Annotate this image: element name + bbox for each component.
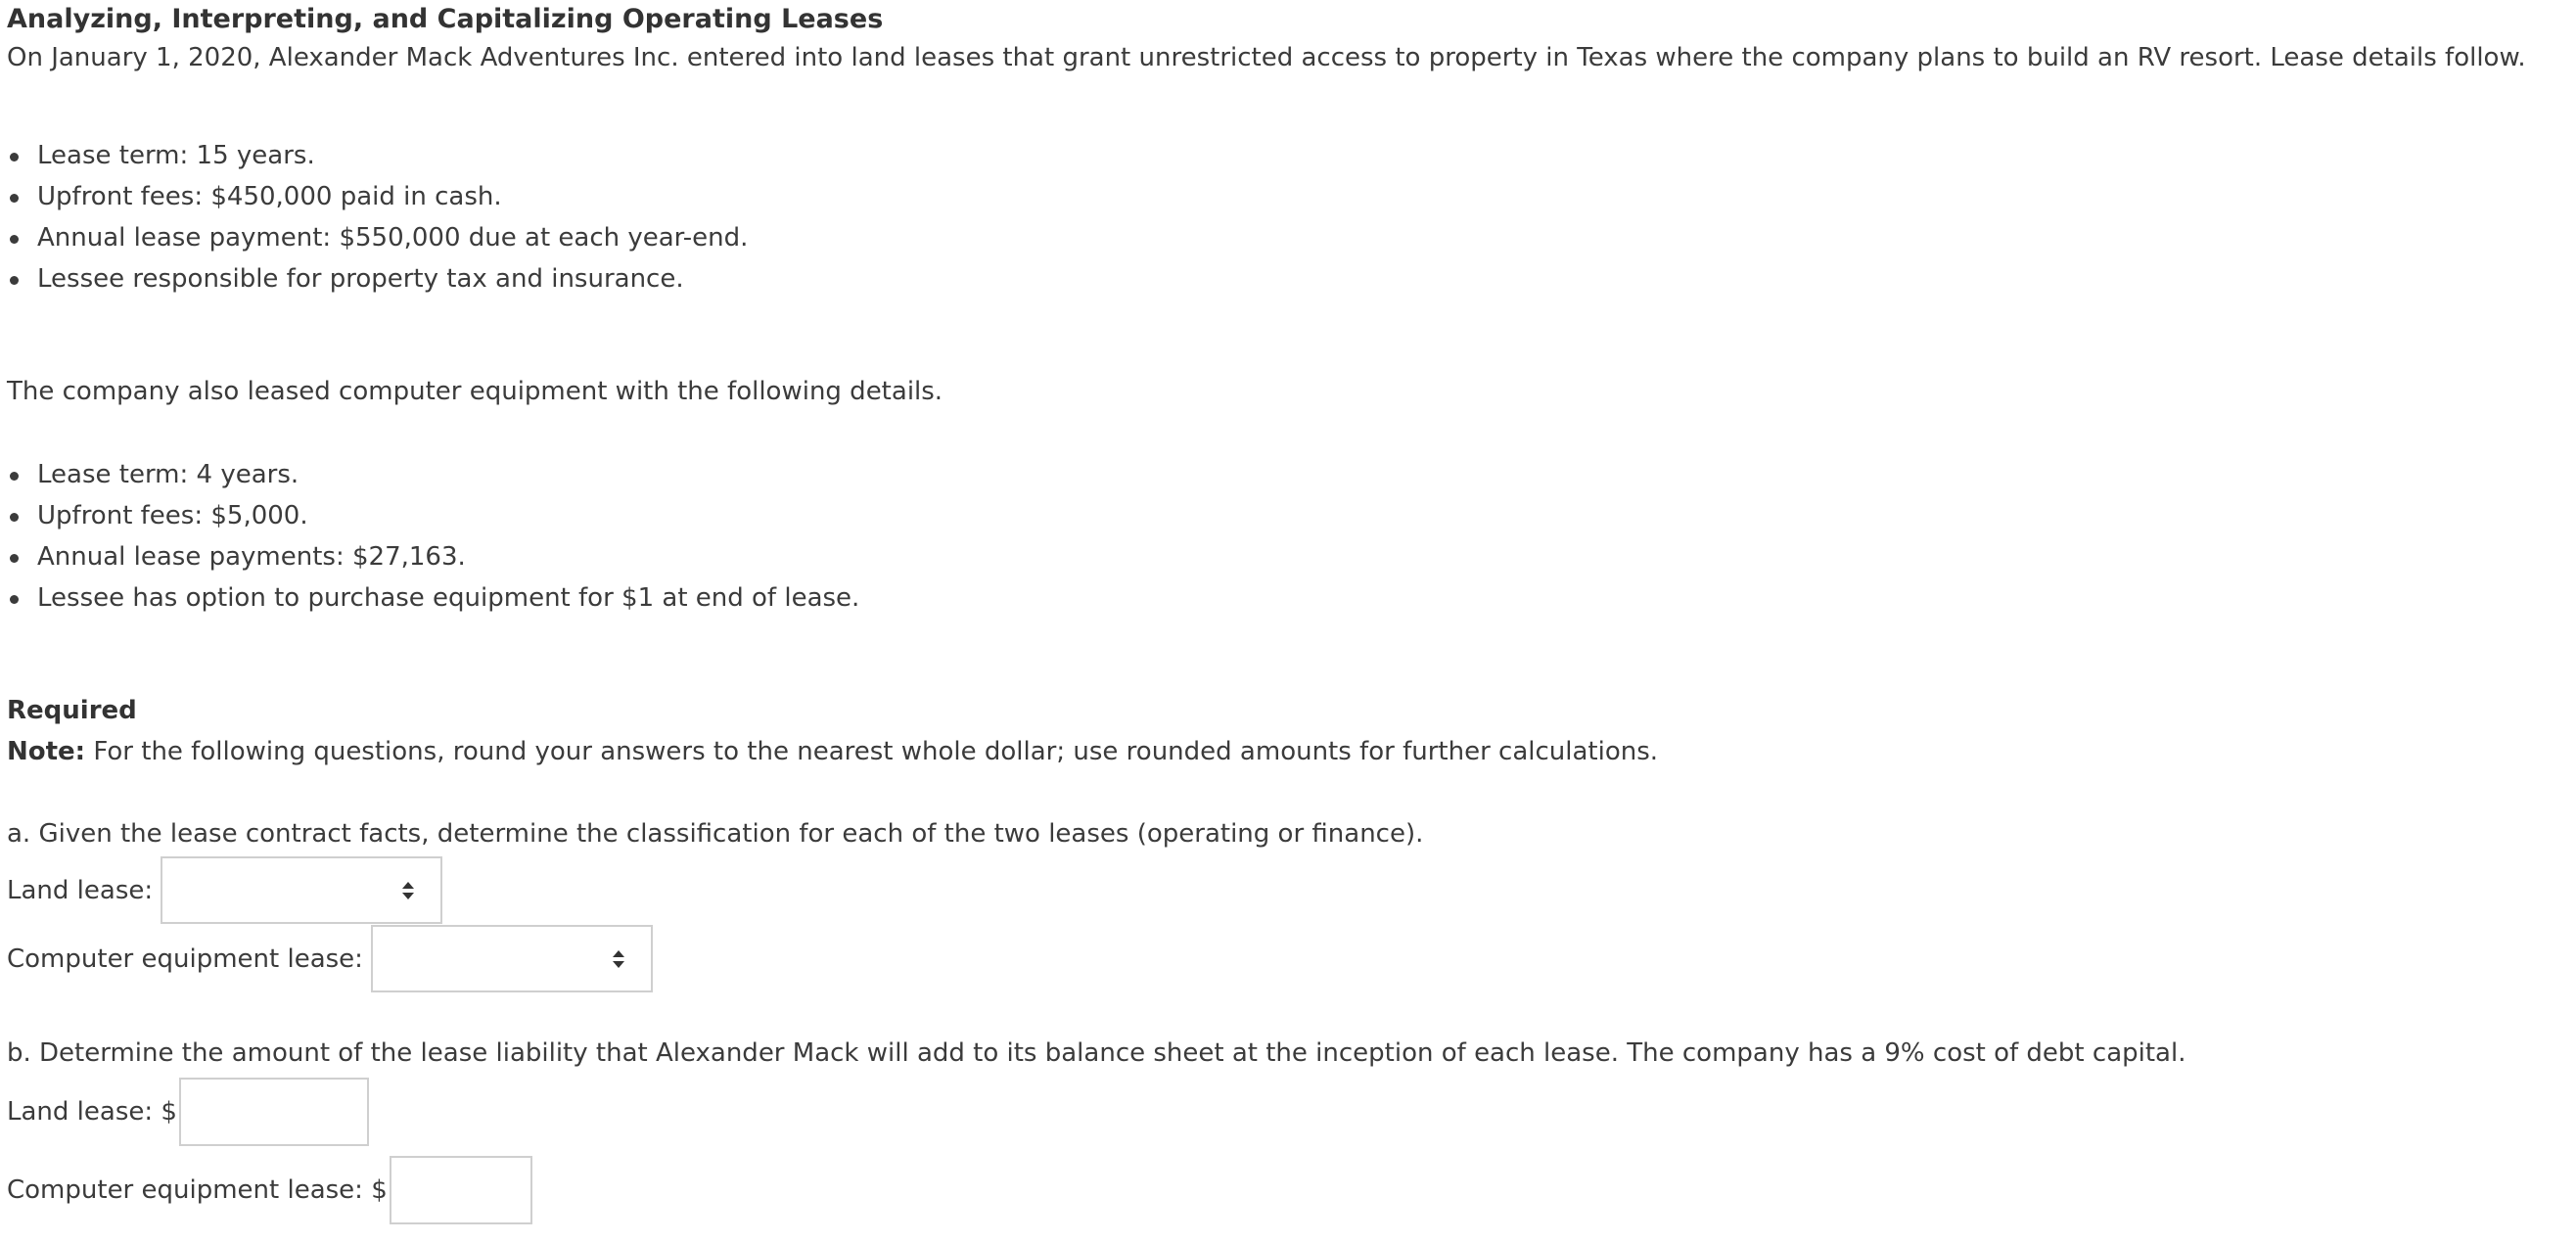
land-lease-classification-row — [7, 856, 442, 924]
question-b: b. Determine the amount of the lease liability that Alexander Mack will add to its balance sheet at the inception of each lease. The company has a 9% cost of debt capital. — [7, 1038, 2186, 1068]
list-item: Lease term: 15 years. — [7, 139, 748, 180]
land-lease-liability-input[interactable] — [179, 1078, 369, 1146]
land-lease-classification-select[interactable] — [161, 856, 442, 924]
equipment-intro: The company also leased computer equipment with the following details. — [7, 377, 943, 406]
land-lease-liability-label: Land lease: $ — [7, 1097, 177, 1127]
equipment-lease-classification-row — [7, 925, 653, 992]
list-item: Upfront fees: $5,000. — [7, 499, 859, 540]
equipment-lease-classification-select[interactable] — [371, 925, 653, 992]
list-item: Annual lease payments: $27,163. — [7, 540, 859, 581]
note-label: Note: — [7, 737, 86, 766]
note-line — [7, 737, 1658, 766]
list-item: Lease term: 4 years. — [7, 458, 859, 499]
required-heading: Required — [7, 696, 137, 725]
equipment-lease-label: Computer equipment lease: — [7, 944, 363, 974]
select-arrows-icon — [612, 949, 625, 969]
land-lease-label: Land lease: — [7, 875, 154, 905]
equipment-lease-liability-label: Computer equipment lease: $ — [7, 1175, 388, 1205]
list-item: Lessee responsible for property tax and insurance. — [7, 262, 748, 303]
note-text: For the following questions, round your answers to the nearest whole dollar; use rounded amounts for further calculations. — [85, 737, 1659, 766]
land-lease-liability-row — [7, 1078, 369, 1146]
list-item: Annual lease payment: $550,000 due at each year-end. — [7, 221, 748, 262]
land-lease-details — [7, 139, 748, 303]
intro-paragraph: On January 1, 2020, Alexander Mack Adventures Inc. entered into land leases that grant unrestricted access to property in Texas where the company plans to build an RV resort. Lease details follow. — [7, 43, 2526, 72]
select-arrows-icon — [401, 881, 415, 900]
equipment-lease-liability-row — [7, 1156, 532, 1224]
question-a: a. Given the lease contract facts, determine the classification for each of the two leases (operating or finance). — [7, 819, 1424, 849]
equipment-lease-details — [7, 458, 859, 622]
list-item: Upfront fees: $450,000 paid in cash. — [7, 180, 748, 221]
list-item: Lessee has option to purchase equipment for $1 at end of lease. — [7, 581, 859, 622]
equipment-lease-liability-input[interactable] — [390, 1156, 532, 1224]
problem-title: Analyzing, Interpreting, and Capitalizing Operating Leases — [7, 4, 884, 34]
